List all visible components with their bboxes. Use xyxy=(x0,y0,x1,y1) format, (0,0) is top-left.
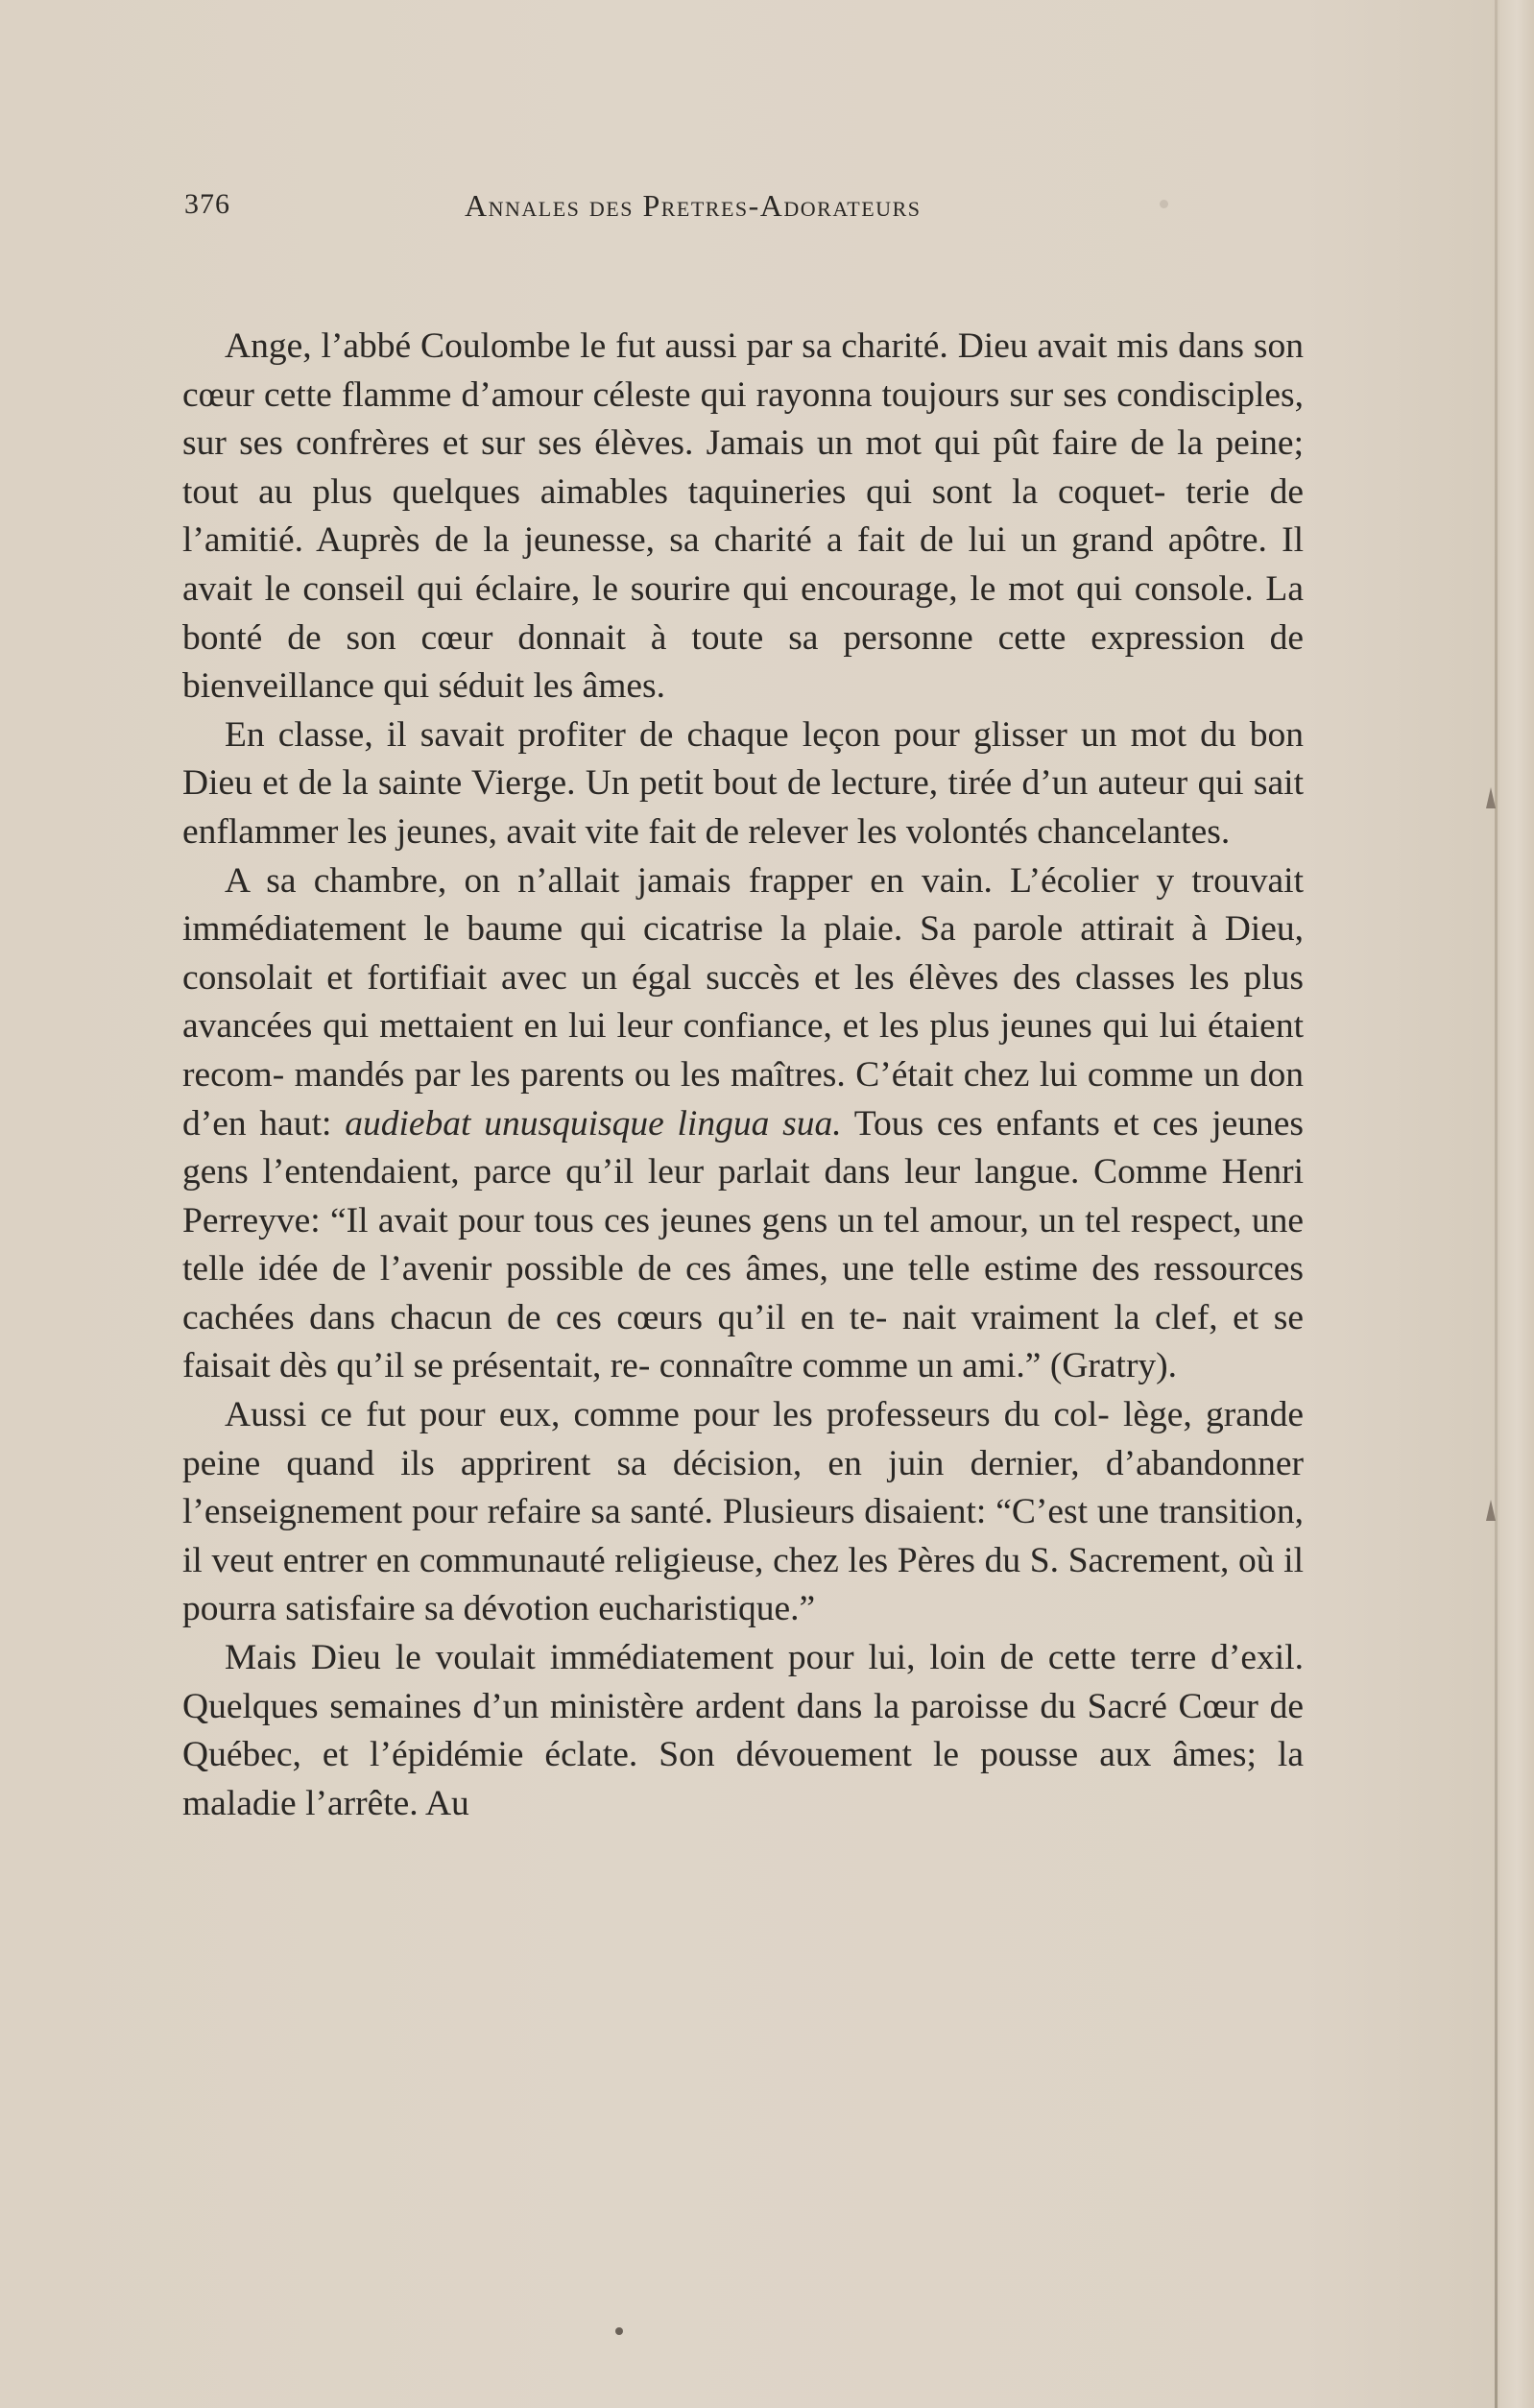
paper-speck xyxy=(615,2327,623,2335)
paragraph-text-continued: Tous ces enfants et ces jeunes gens l’entendaient, parce qu’il leur parlait dans leur langue. Comme Henri Perreyve: “Il avait pour tous ces jeunes gens un tel amour, un tel respect, une telle idée de l’avenir possible de ces âmes, une telle estime des ressources cachées dans chacun de ces cœurs qu’il en te- nait vraiment la clef, et se faisait dès qu’il se présentait, re- connaître comme un ami.” (Gratry). xyxy=(182,1103,1304,1386)
paragraph-text: A sa chambre, on n’allait jamais frapper en vain. L’écolier y trouvait immédiatement le baume qui cicatrise la plaie. Sa parole attirait à Dieu, consolait et fortifiait avec un égal succès et les élèves des classes les plus avancées qui mettaient en lui leur confiance, et les plus jeunes qui lui étaient recom- mandés par les parents ou les maîtres. C’était chez lui comme un don d’en haut: xyxy=(182,860,1304,1144)
paragraph-chambre xyxy=(182,857,1304,1392)
paragraph-text: Mais Dieu le voulait immédiatement pour lui, loin de cette terre d’exil. Quelques semaines d’un ministère ardent dans la paroisse du Sacré Cœur de Québec, et l’épidémie éclate. Son dévouement le pousse aux âmes; la maladie l’arrête. Au xyxy=(182,1638,1304,1823)
paragraph-charite xyxy=(182,323,1304,711)
paragraph-dieu xyxy=(182,1634,1304,1828)
page-stack-edge xyxy=(1499,0,1534,2408)
latin-quote: audiebat unusquisque lingua sua. xyxy=(345,1103,842,1144)
paragraph-text: Aussi ce fut pour eux, comme pour les professeurs du col- lège, grande peine quand ils apprirent sa décision, en juin dernier, d’abandonner l’enseignement pour refaire sa santé. Plusieurs disaient: “C’est une transition, il veut entrer en communauté religieuse, chez les Pères du S. Sacrement, où il pourra satisfaire sa dévotion eucharistique.” xyxy=(182,1395,1304,1629)
paper-speck xyxy=(1160,200,1168,208)
paragraph-decision xyxy=(182,1391,1304,1634)
paragraph-text: En classe, il savait profiter de chaque leçon pour glisser un mot du bon Dieu et de la sainte Vierge. Un petit bout de lecture, tirée d’un auteur qui sait enflammer les jeunes, avait vite fait de relever les volontés chancelantes. xyxy=(182,714,1304,852)
paragraph-text: Ange, l’abbé Coulombe le fut aussi par sa charité. Dieu avait mis dans son cœur cette flamme d’amour céleste qui rayonna toujours sur ses condisciples, sur ses confrères et sur ses élèves. Jamais un mot qui pût faire de la peine; tout au plus quelques aimables taquineries qui sont la coquet- terie de l’amitié. Auprès de la jeunesse, sa charité a fait de lui un grand apôtre. Il avait le conseil qui éclaire, le sourire qui encourage, le mot qui console. La bonté de son cœur donnait à toute sa personne cette expression de bienveillance qui séduit les âmes. xyxy=(182,326,1304,707)
running-head xyxy=(184,188,1298,229)
page-edge-line xyxy=(1495,0,1498,2408)
running-title: Annales des Pretres-Adorateurs xyxy=(465,188,922,223)
page-number: 376 xyxy=(184,188,230,220)
body-text xyxy=(182,323,1304,1828)
paragraph-classe xyxy=(182,711,1304,857)
